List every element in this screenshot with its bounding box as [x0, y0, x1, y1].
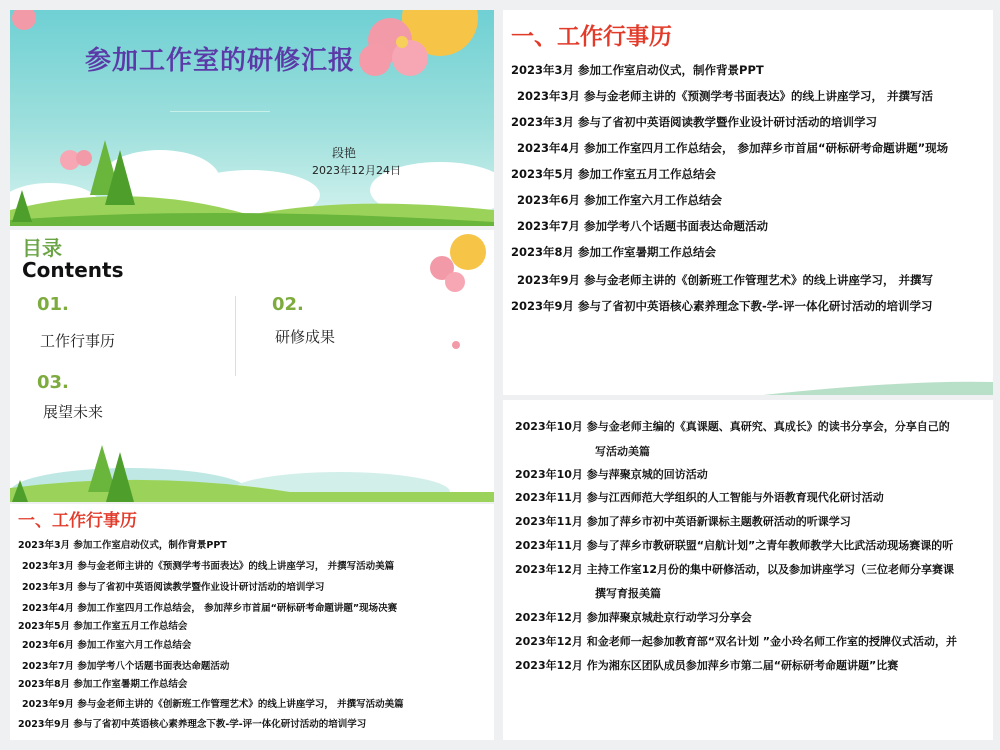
section-title: 一、工作行事历: [18, 511, 137, 531]
event-line: 2023年10月 参与萍聚京城的回访活动: [515, 468, 708, 481]
event-line: 2023年7月 参加学考八个话题书面表达命题活动: [517, 219, 769, 233]
event-line: 2023年4月 参加工作室四月工作总结会， 参加萍乡市首届“研标研考命题讲题”现场决赛: [22, 603, 398, 614]
cover-slide: [10, 10, 494, 226]
event-line: 2023年12月 参加萍聚京城赴京行动学习分享会: [515, 611, 752, 624]
toc-item-label: 展望未来: [43, 403, 104, 421]
event-line: 2023年3月 参加工作室启动仪式，制作背景PPT: [511, 63, 764, 77]
event-line: 2023年11月 参加了萍乡市初中英语新课标主题教研活动的听课学习: [515, 515, 851, 528]
event-line: 2023年9月 参与金老师主讲的《创新班工作管理艺术》的线上讲座学习， 并撰写活动美篇: [22, 699, 404, 710]
contents-heading-cn: 目录: [22, 236, 62, 260]
toc-item-label: 研修成果: [275, 328, 336, 346]
event-line: 2023年11月 参与了萍乡市教研联盟“启航计划”之青年教师教学大比武活动现场赛课的听: [515, 539, 954, 552]
divider: [235, 296, 236, 376]
event-line: 2023年6月 参加工作室六月工作总结会: [22, 640, 192, 651]
cover-author: 段艳: [332, 146, 357, 160]
divider: [170, 111, 270, 112]
events-slide-large: [503, 10, 993, 395]
event-line: 2023年9月 参与了省初中英语核心素养理念下教-学-评一体化研讨活动的培训学习: [18, 719, 367, 730]
toc-item-label: 工作行事历: [40, 332, 116, 350]
contents-heading-en: Contents: [22, 258, 124, 282]
event-line: 2023年7月 参加学考八个话题书面表达命题活动: [22, 661, 230, 672]
event-line: 2023年5月 参加工作室五月工作总结会: [511, 167, 717, 181]
contents-slide: [10, 230, 494, 502]
section-title: 一、工作行事历: [511, 24, 672, 50]
toc-item-number: 03.: [37, 372, 69, 393]
toc-item-number: 01.: [37, 294, 69, 315]
event-line: 2023年11月 参与江西师范大学组织的人工智能与外语教育现代化研讨活动: [515, 491, 884, 504]
event-line: 2023年12月 作为湘东区团队成员参加萍乡市第二届“研标研考命题讲题”比赛: [515, 659, 899, 672]
event-line: 2023年9月 参与了省初中英语核心素养理念下教-学-评一体化研讨活动的培训学习: [511, 299, 933, 313]
events-slide-late: [503, 400, 993, 740]
cover-title: 参加工作室的研修汇报: [85, 46, 356, 76]
event-line: 2023年5月 参加工作室五月工作总结会: [18, 621, 188, 632]
event-line: 2023年10月 参与金老师主编的《真课题、真研究、真成长》的读书分享会，分享自己的: [515, 420, 950, 433]
event-line: 2023年8月 参加工作室暑期工作总结会: [18, 679, 188, 690]
event-line: 2023年8月 参加工作室暑期工作总结会: [511, 245, 717, 259]
event-line: 2023年4月 参加工作室四月工作总结会， 参加萍乡市首届“研标研考命题讲题”现场: [517, 141, 949, 155]
event-line: 2023年12月 主持工作室12月份的集中研修活动，以及参加讲座学习（三位老师分享赛课: [515, 563, 955, 576]
events-slide-small: [10, 504, 494, 740]
toc-item-number: 02.: [272, 294, 304, 315]
event-line: 2023年3月 参加工作室启动仪式，制作背景PPT: [18, 540, 227, 551]
event-line: 撰写育报美篇: [595, 587, 661, 600]
event-line: 写活动美篇: [595, 445, 650, 458]
event-line: 2023年3月 参与了省初中英语阅读教学暨作业设计研讨活动的培训学习: [22, 582, 325, 593]
cover-date: 2023年12月24日: [312, 164, 401, 177]
event-line: 2023年3月 参与了省初中英语阅读教学暨作业设计研讨活动的培训学习: [511, 115, 878, 129]
event-line: 2023年6月 参加工作室六月工作总结会: [517, 193, 723, 207]
event-line: 2023年3月 参与金老师主讲的《预测学考书面表达》的线上讲座学习， 并撰写活: [517, 89, 934, 103]
event-line: 2023年9月 参与金老师主讲的《创新班工作管理艺术》的线上讲座学习， 并撰写: [517, 273, 934, 287]
event-line: 2023年12月 和金老师一起参加教育部“双名计划 ”金小玲名师工作室的授牌仪式活动，并: [515, 635, 958, 648]
event-line: 2023年3月 参与金老师主讲的《预测学考书面表达》的线上讲座学习， 并撰写活动美篇: [22, 561, 395, 572]
